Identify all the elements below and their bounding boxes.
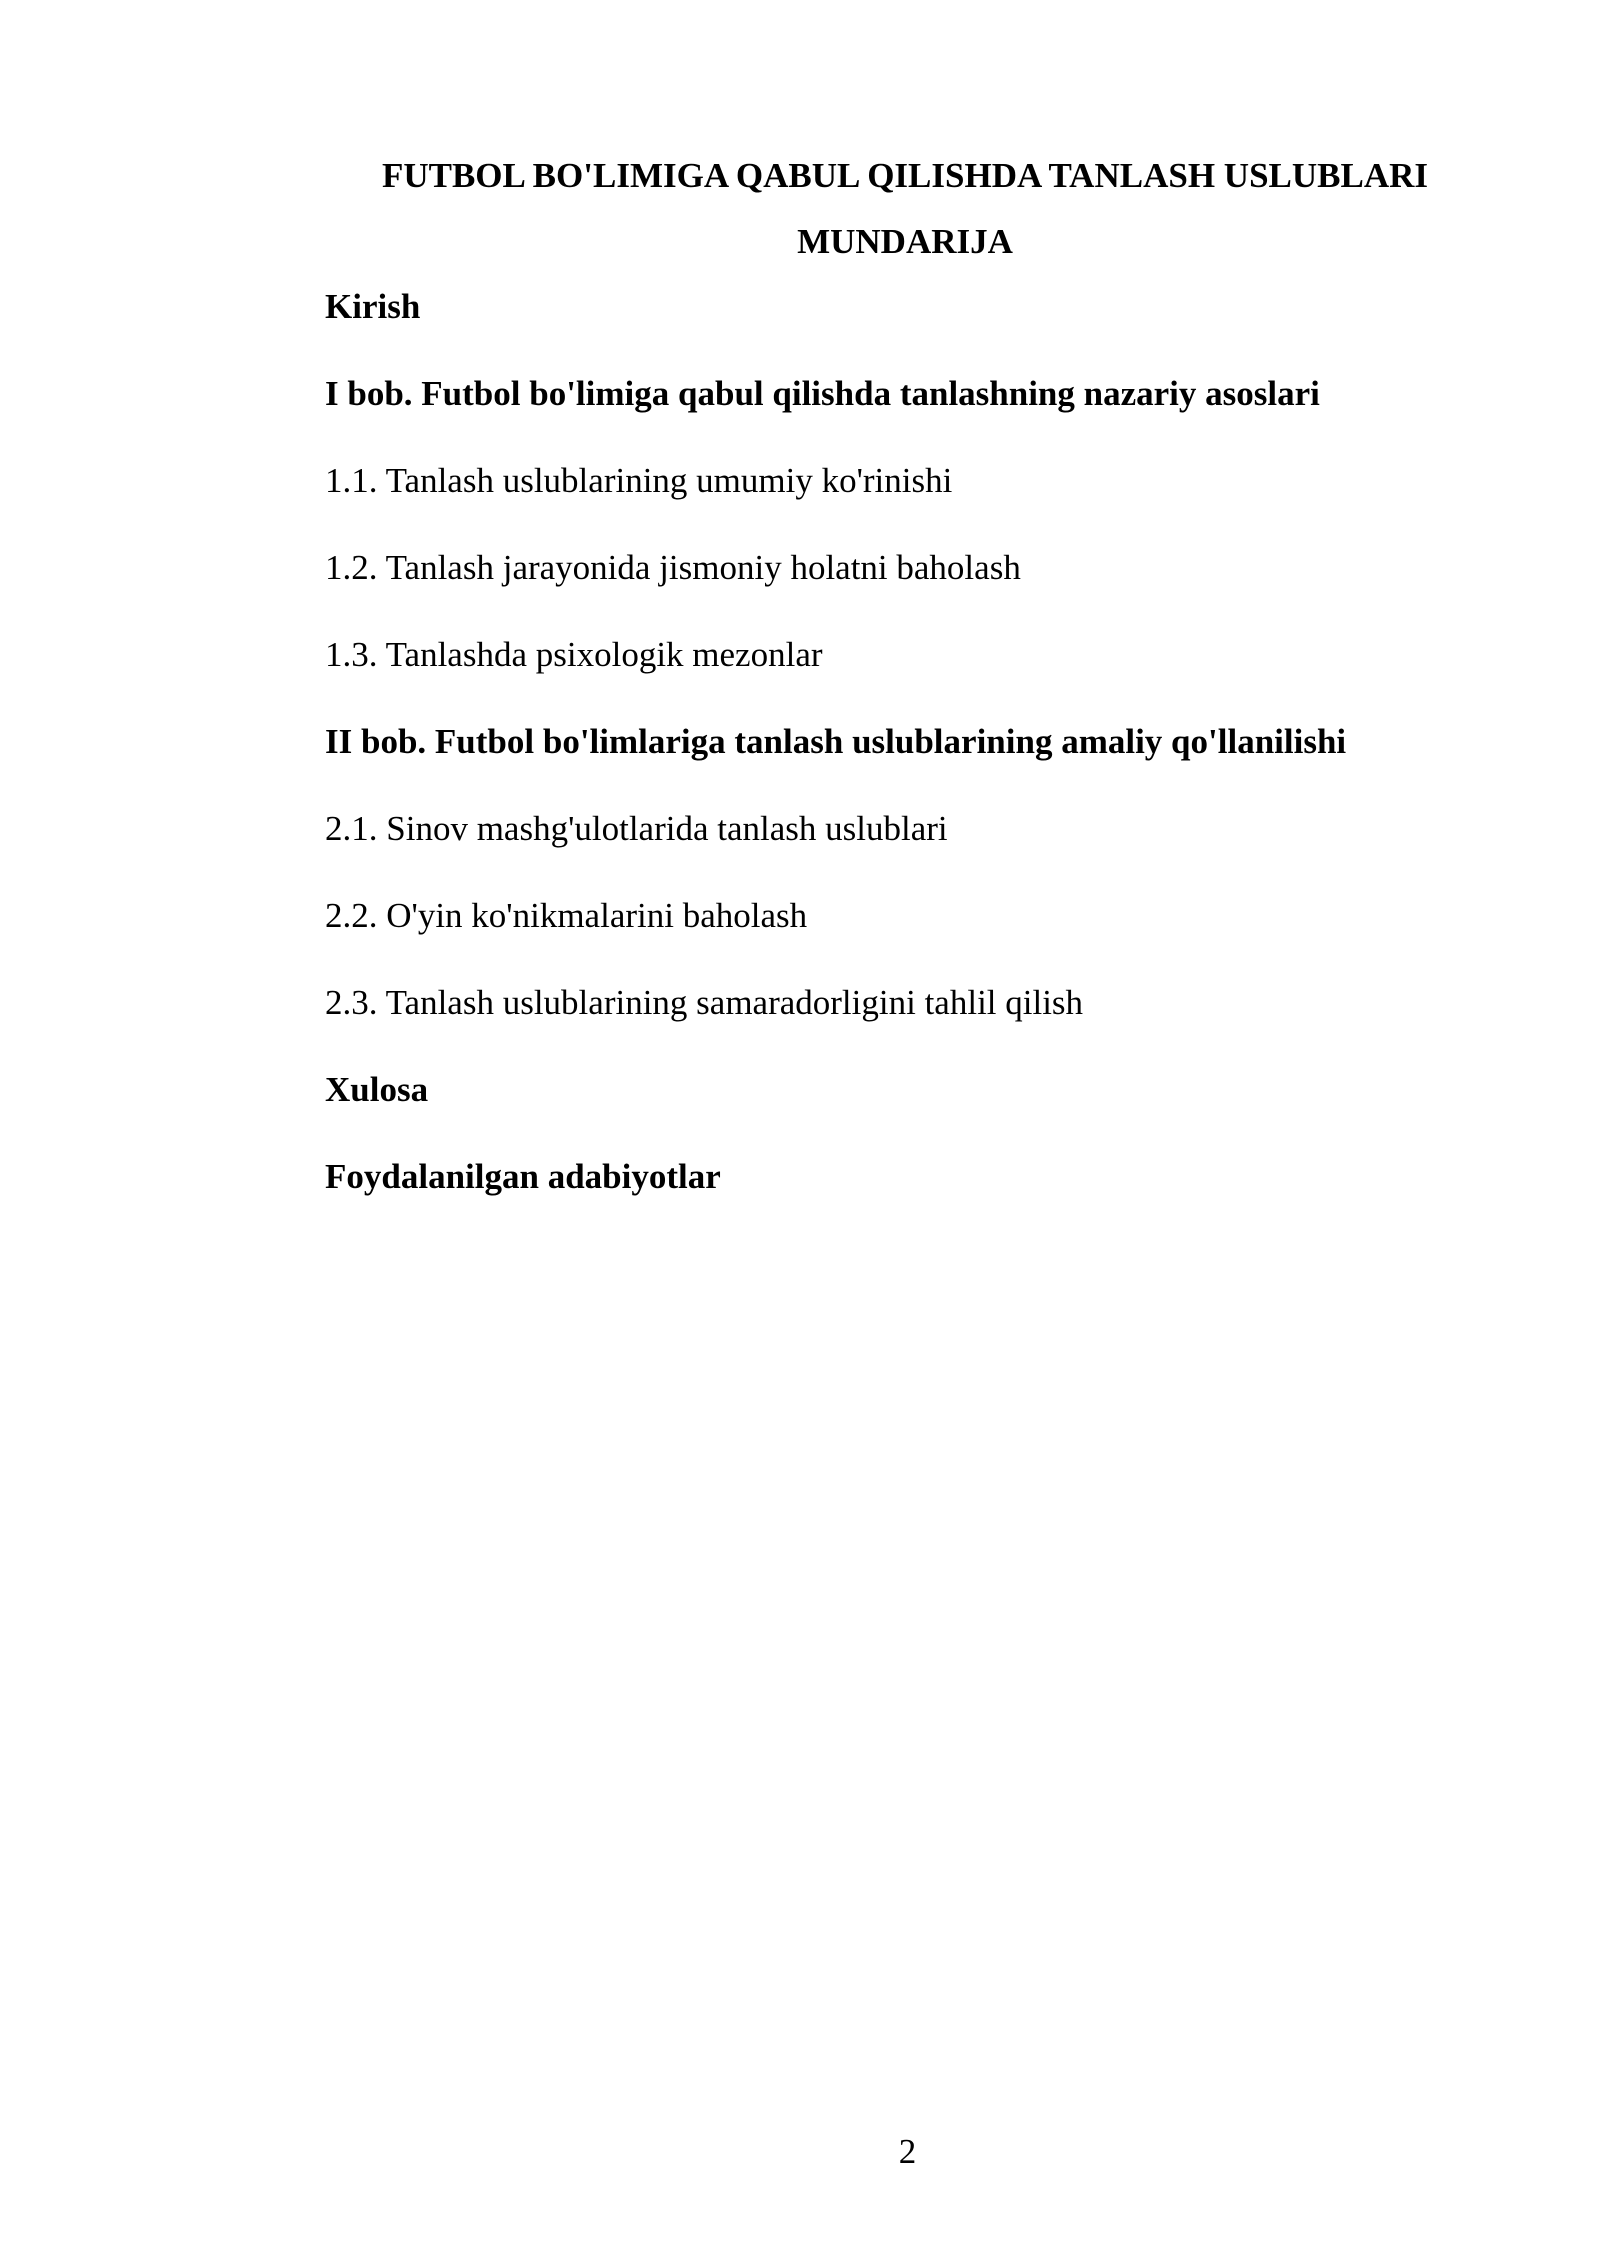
toc-item-chapter-2: II bob. Futbol bo'limlariga tanlash uslublarining amaliy qo'llanilishi <box>325 722 1347 761</box>
toc-item-section-1-1: 1.1. Tanlash uslublarining umumiy ko'rinishi <box>325 461 953 500</box>
toc-item-section-1-2: 1.2. Tanlash jarayonida jismoniy holatni baholash <box>325 548 1021 587</box>
toc-item-introduction: Kirish <box>325 287 421 326</box>
toc-item-references: Foydalanilgan adabiyotlar <box>325 1157 721 1196</box>
page-number: 2 <box>898 2132 917 2171</box>
toc-heading: MUNDARIJA <box>797 222 1013 261</box>
toc-item-chapter-1: I bob. Futbol bo'limiga qabul qilishda tanlashning nazariy asoslari <box>325 374 1320 413</box>
toc-item-section-2-2: 2.2. O'yin ko'nikmalarini baholash <box>325 896 808 935</box>
document-title: FUTBOL BO'LIMIGA QABUL QILISHDA TANLASH USLUBLARI <box>381 156 1429 195</box>
toc-item-section-2-1: 2.1. Sinov mashg'ulotlarida tanlash uslublari <box>325 809 948 848</box>
toc-item-section-1-3: 1.3. Tanlashda psixologik mezonlar <box>325 635 823 674</box>
toc-item-section-2-3: 2.3. Tanlash uslublarining samaradorligini tahlil qilish <box>325 983 1084 1022</box>
toc-item-conclusion: Xulosa <box>325 1070 429 1109</box>
